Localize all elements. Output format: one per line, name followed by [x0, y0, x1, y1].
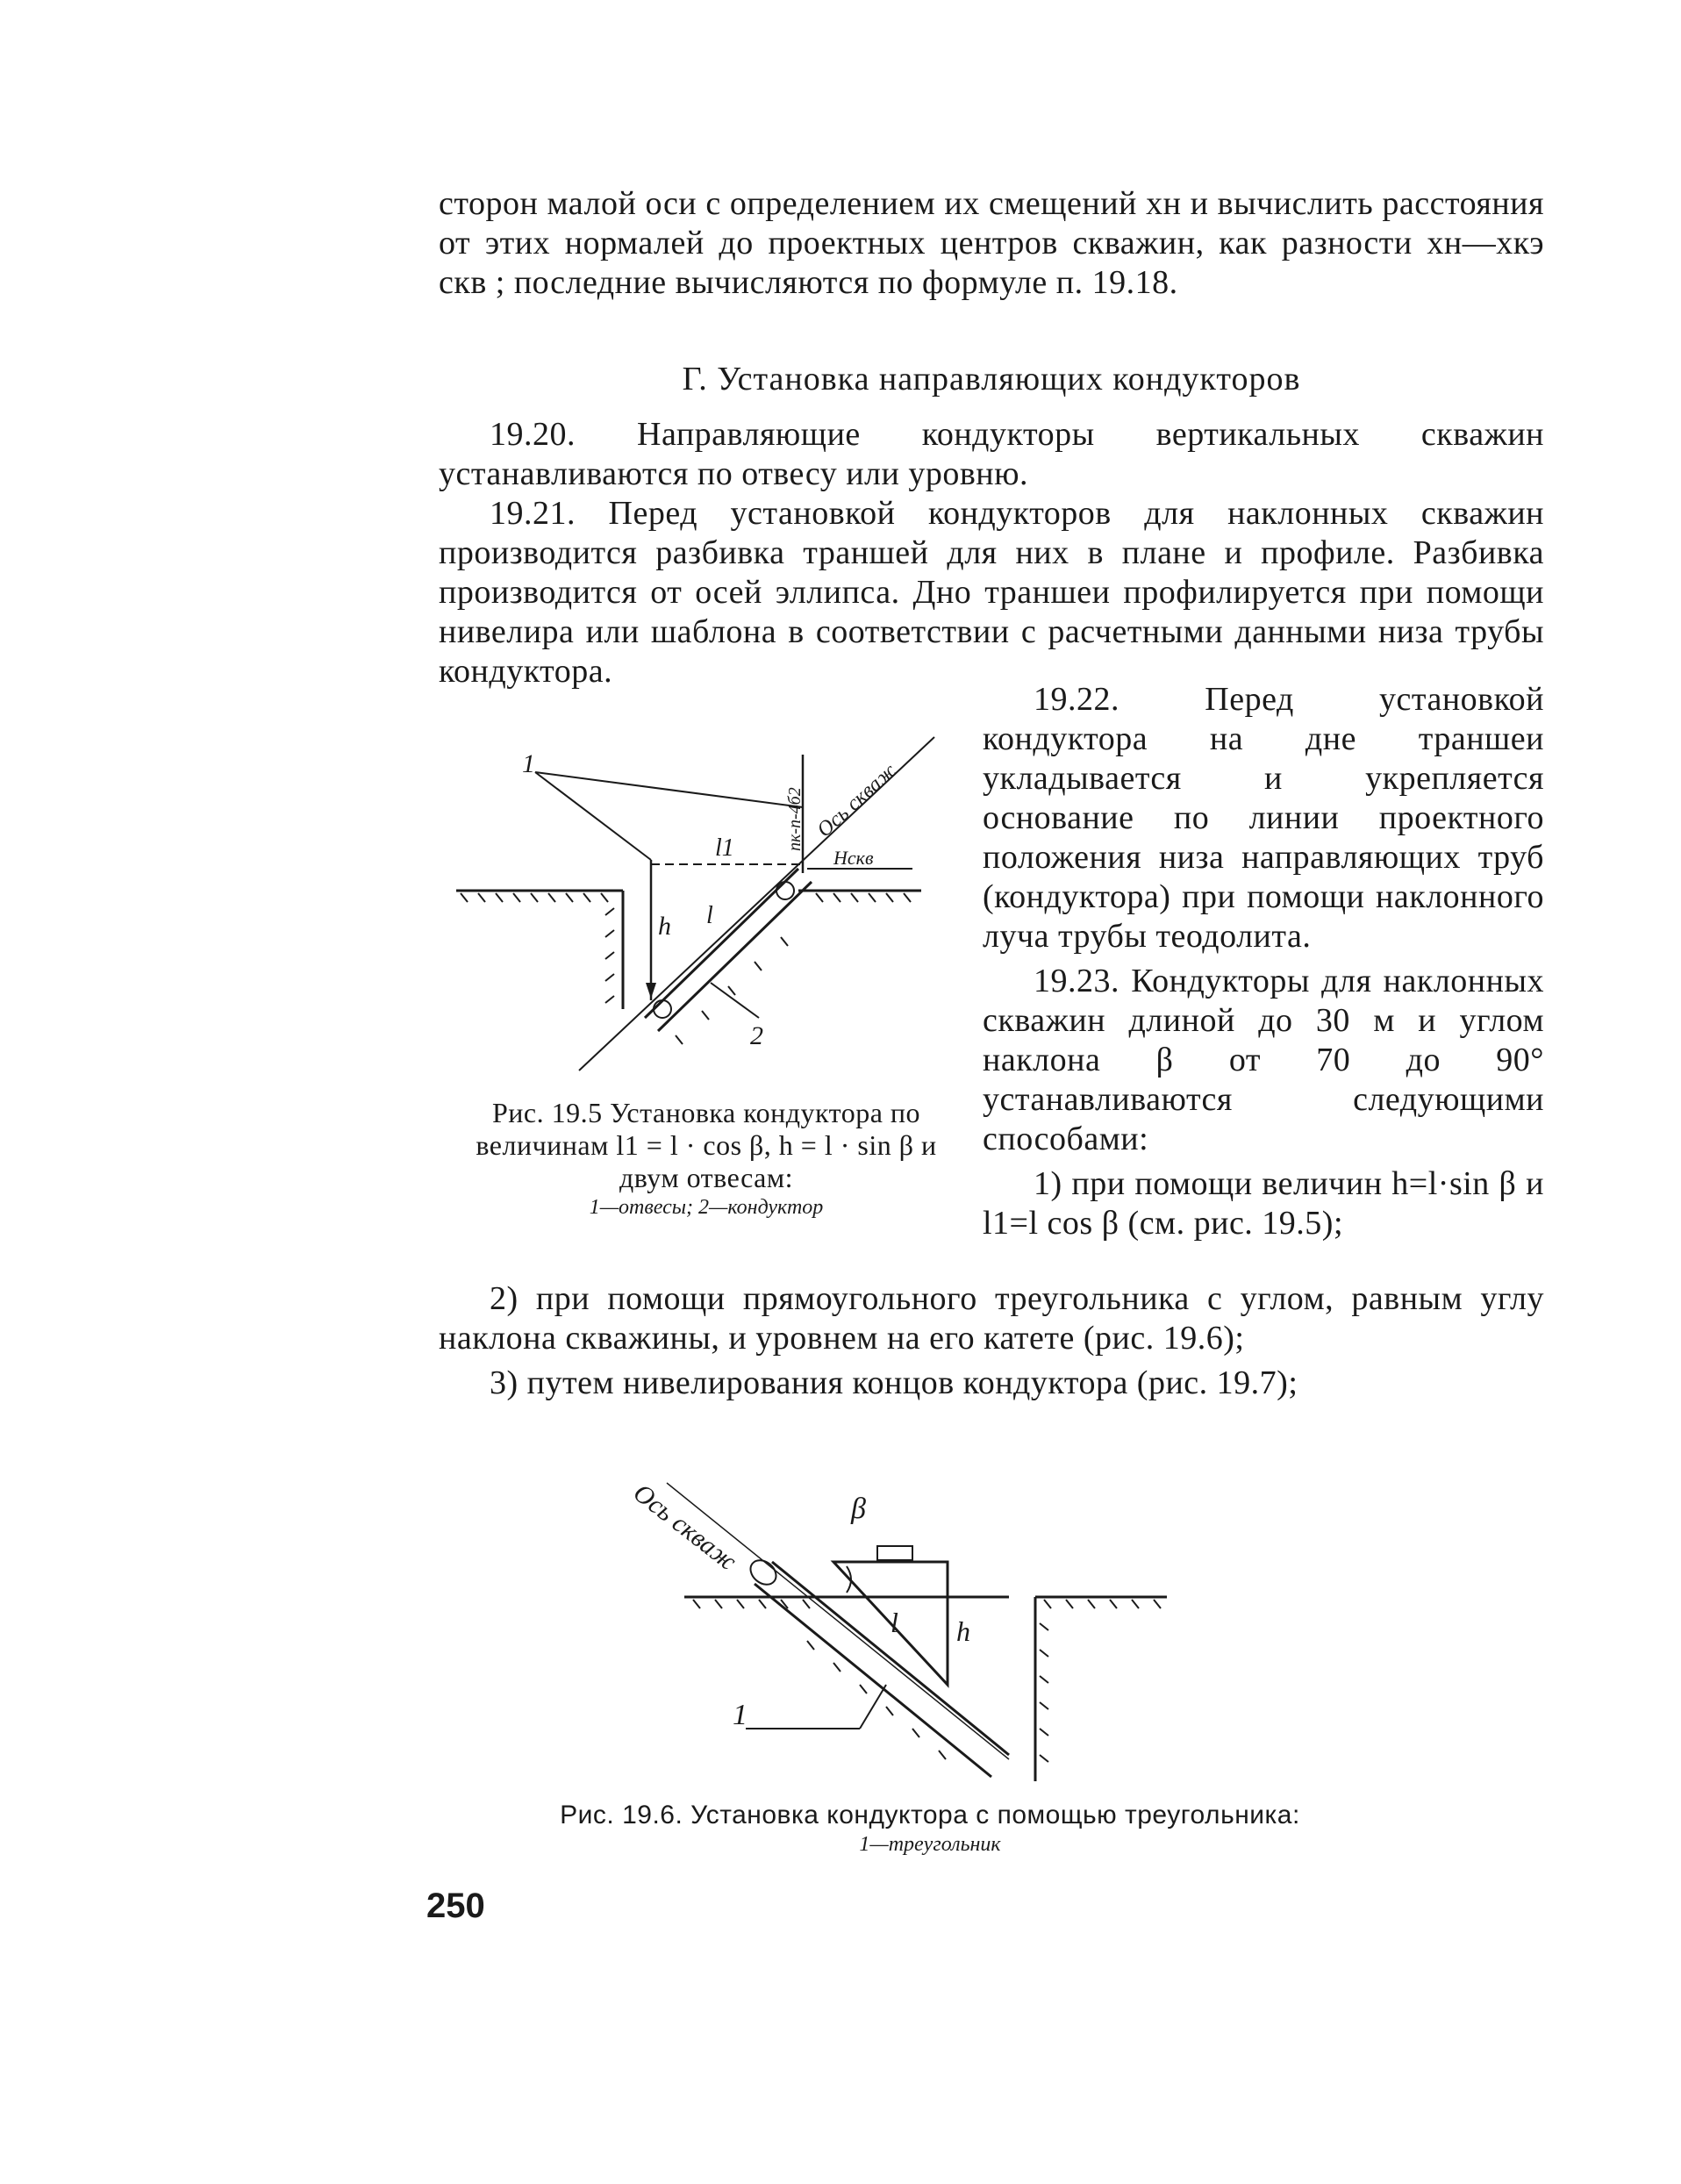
figure-19-5	[447, 720, 956, 1088]
label-l: l	[891, 1607, 898, 1638]
figure-19-5-caption: Рис. 19.5 Установка кондуктора по величинам l1 = l · cos β, h = l · sin β и двум отвесам:	[476, 1097, 937, 1193]
conductor-pipe-upper	[645, 869, 798, 1018]
label-axis: Ось скваж	[812, 759, 901, 842]
paragraph-19-21-block	[439, 494, 1544, 691]
top-paragraph	[439, 184, 1544, 303]
label-beta: β	[851, 1493, 866, 1525]
pipe-end-lower	[654, 1000, 671, 1018]
figure-19-5-legend: 1—отвесы; 2—кондуктор	[589, 1196, 824, 1219]
paragraph-19-20-block	[439, 415, 1544, 494]
label-l1: l1	[715, 834, 734, 862]
label-triangle: 1	[733, 1699, 748, 1731]
ground-hatching-left	[693, 1600, 810, 1608]
list-item-3: 3) путем нивелирования концов кондуктора (рис. 19.7);	[490, 1364, 1298, 1401]
list-item-2: 2) при помощи прямоугольного треугольника с углом, равным углу наклона скважины, и уровнем на его катете (рис. 19.6);	[439, 1280, 1544, 1357]
label-conductor: 2	[750, 1021, 763, 1050]
level-vial	[877, 1546, 912, 1560]
paragraph-19-22: 19.22. Перед установкой кондуктора на дне траншеи укладывается и укрепляется основание по линии проектного положения низа направляющих труб (кондуктора) при помощи наклонного луча трубы теодолита.	[983, 681, 1544, 955]
figure-19-6	[597, 1465, 1176, 1790]
label-h: h	[956, 1615, 970, 1647]
ground-hatching-right	[816, 893, 911, 902]
section-heading: Г. Установка направляющих кондукторов	[682, 361, 1301, 397]
figure-19-6-caption-block	[491, 1799, 1369, 1858]
figure-19-6-legend: 1—треугольник	[859, 1833, 1001, 1856]
label-h: h	[658, 912, 671, 941]
ground-hatching-left	[461, 893, 608, 902]
leader-2	[711, 983, 759, 1018]
pipe-lower	[755, 1584, 991, 1777]
list-item-1: 1) при помощи величин h=l·sin β и l1=l cos β (см. рис. 19.5);	[983, 1165, 1544, 1242]
label-l: l	[706, 902, 713, 929]
figure-19-5-caption-block	[452, 1097, 961, 1221]
paragraph-19-20: 19.20. Направляющие кондукторы вертикальных скважин устанавливаются по отвесу или уровню.	[439, 416, 1544, 492]
paragraph-19-23: 19.23. Кондукторы для наклонных скважин длиной до 30 м и углом наклона β от 70 до 90° устанавливаются следующими способами:	[983, 963, 1544, 1157]
pipe-upper	[772, 1562, 1009, 1755]
page-number: 250	[426, 1887, 485, 1925]
arrow-h	[646, 983, 656, 999]
label-axis: Ось скваж	[627, 1478, 742, 1577]
conductor-pipe-lower	[658, 882, 812, 1031]
wall-hatching	[1040, 1623, 1048, 1762]
wall-hatching	[605, 908, 614, 1003]
label-hskv: Нскв	[833, 847, 874, 869]
pipe-end-upper	[776, 882, 794, 899]
label-plumb: 1	[522, 749, 535, 778]
list-items-block	[439, 1279, 1544, 1403]
base-hatching	[676, 937, 788, 1044]
label-mark: пк-п-4б2	[785, 787, 805, 851]
right-column	[983, 680, 1544, 1243]
paragraph-continuation: сторон малой оси с определением их смещений xн и вычислить расстояния от этих нормалей до проектных центров скважин, как разности xн—xкэ скв ; последние вычисляются по формуле п. 19.18.	[439, 185, 1544, 301]
figure-19-6-caption: Рис. 19.6. Установка кондуктора с помощью треугольника:	[560, 1801, 1300, 1830]
paragraph-19-21: 19.21. Перед установкой кондукторов для наклонных скважин производится разбивка траншей для них в плане и профиле. Разбивка производится от осей эллипса. Дно траншеи профилируется при помощи нивелира или шаблона в соответствии с расчетными данными низа трубы кондуктора.	[439, 495, 1544, 690]
ground-hatching-right	[1044, 1600, 1161, 1608]
leader-1b	[860, 1685, 886, 1729]
